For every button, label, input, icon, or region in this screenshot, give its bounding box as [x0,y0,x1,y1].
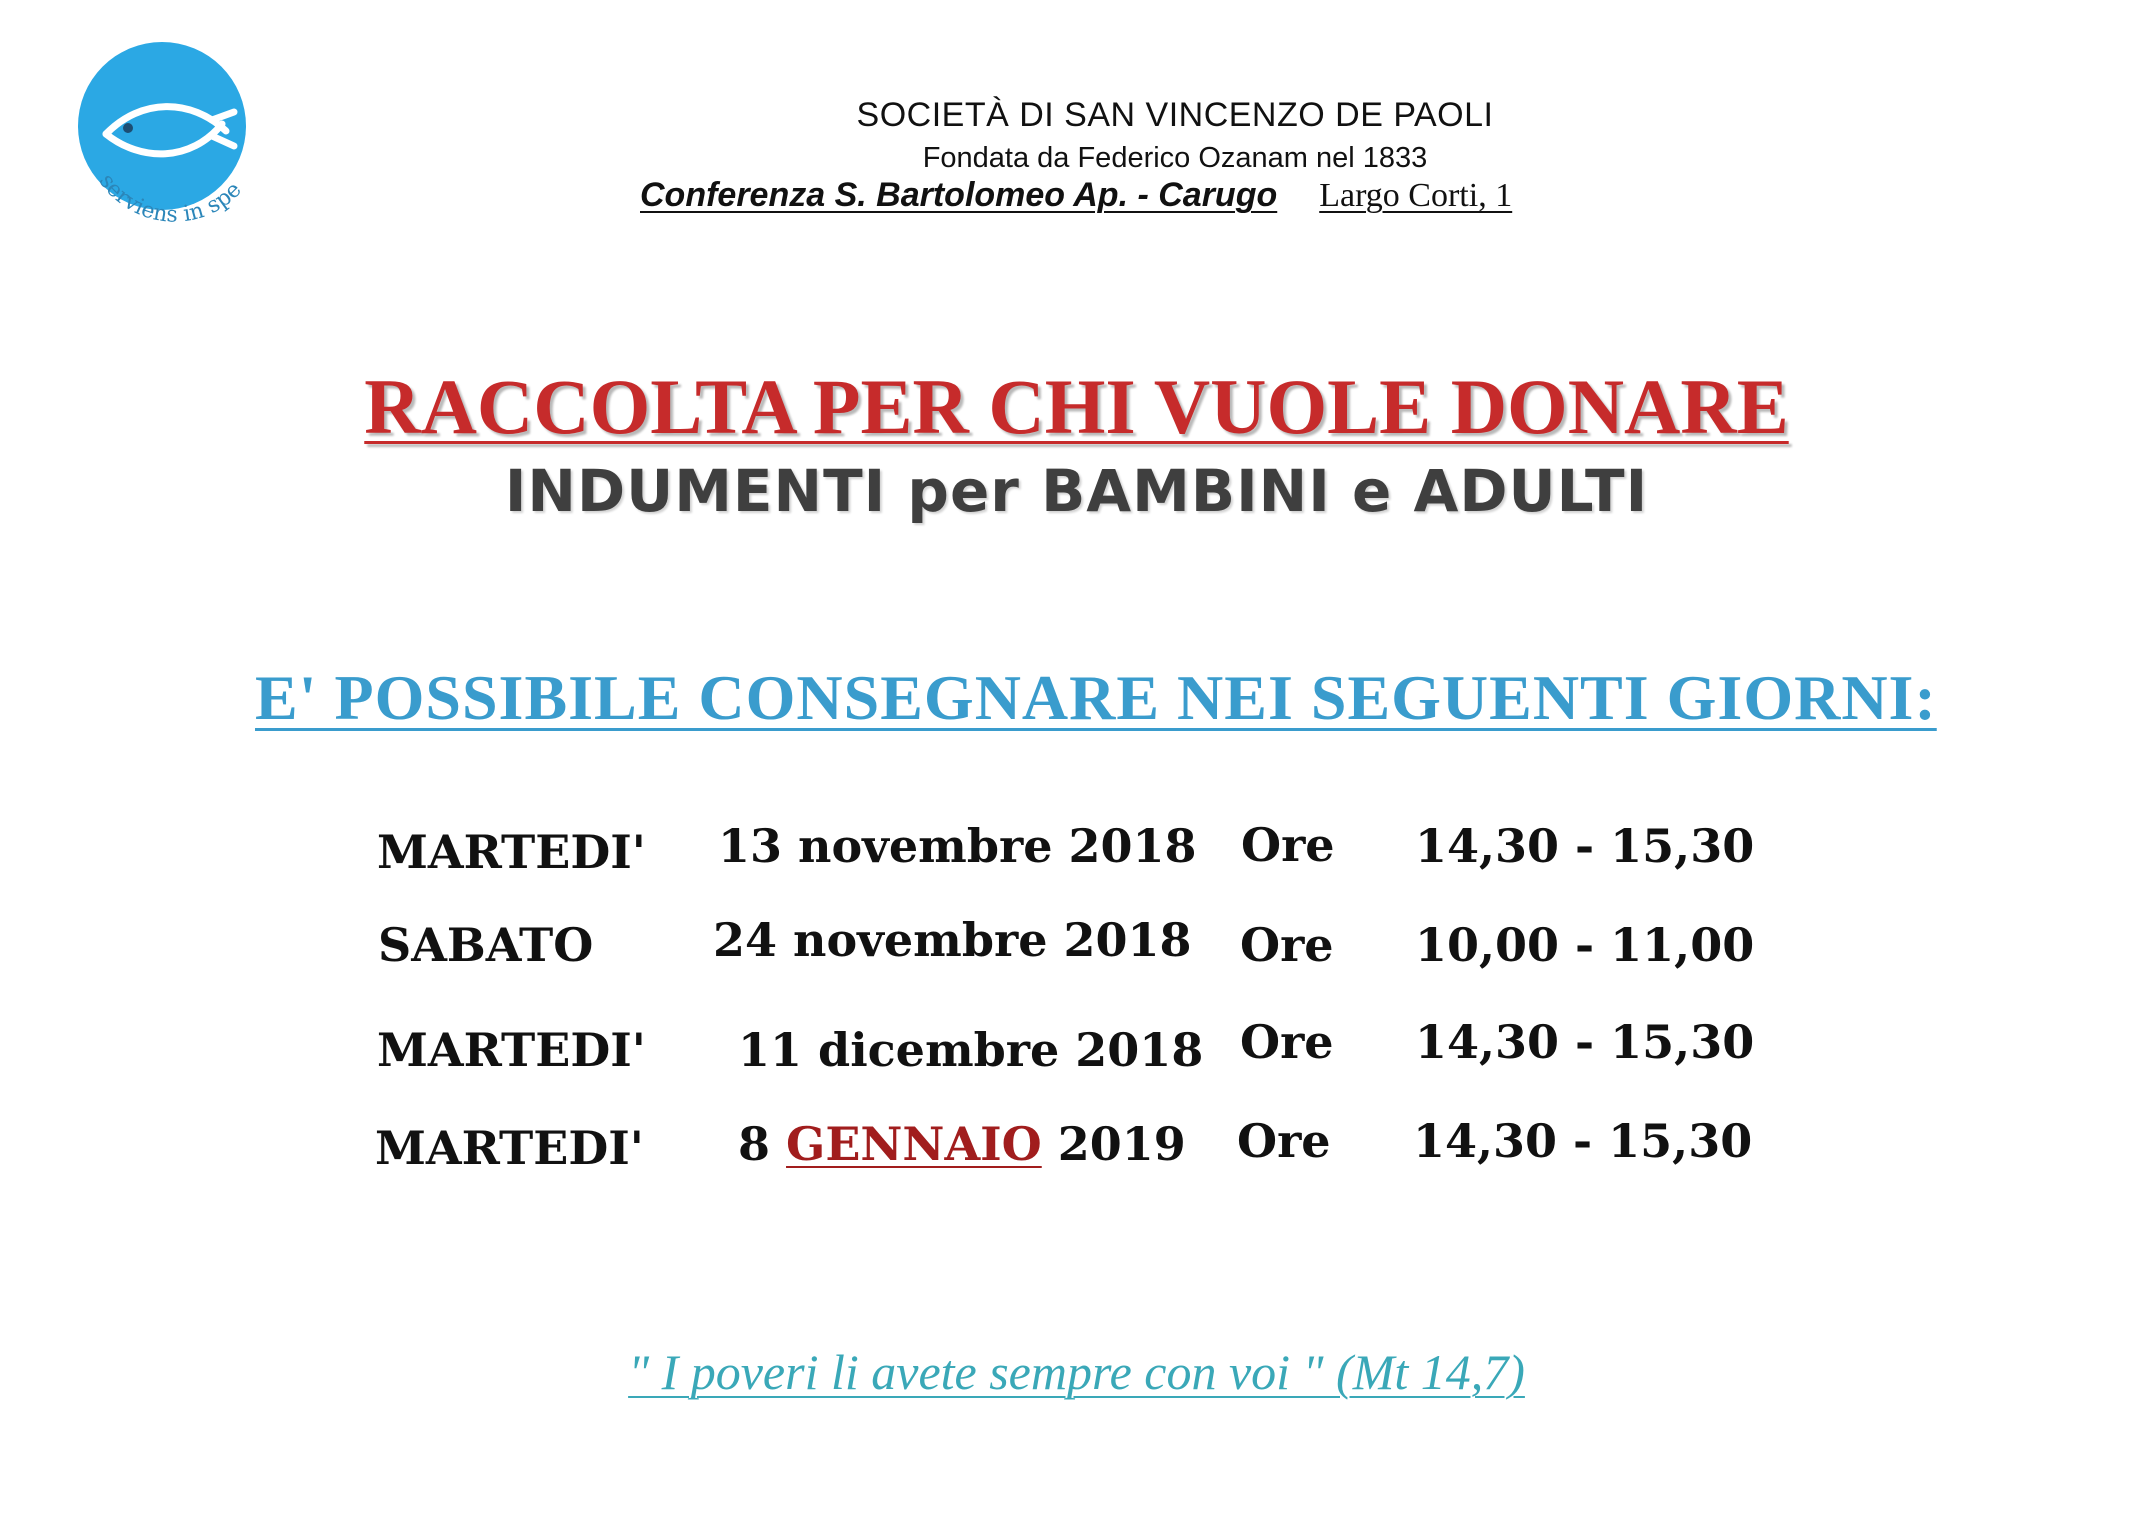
schedule-day: SABATO [378,918,594,972]
schedule-time-label: Ore [1240,1015,1334,1069]
delivery-days-heading: E' POSSIBILE CONSEGNARE NEI SEGUENTI GIORNI: [255,662,1937,733]
schedule-date-day: 8 [738,1117,771,1171]
conference-name: Conferenza S. Bartolomeo Ap. - Carugo [640,176,1278,214]
schedule-time: 14,30 - 15,30 [1415,819,1755,873]
schedule-date-month: GENNAIO [786,1117,1042,1171]
society-logo [66,36,266,236]
schedule-day: MARTEDI' [377,1023,646,1077]
schedule-time: 14,30 - 15,30 [1413,1114,1753,1168]
logo-motto: serviens in spe [93,169,247,228]
schedule-day: MARTEDI' [377,825,646,879]
page-title: RACCOLTA PER CHI VUOLE DONARE [364,363,1789,450]
schedule-time: 14,30 - 15,30 [1415,1015,1755,1069]
schedule-date: 24 novembre 2018 [713,913,1192,967]
bible-quote: " I poveri li avete sempre con voi " (Mt 14,7) [628,1344,1525,1400]
conference-line [640,176,1512,215]
organization-name: SOCIETÀ DI SAN VINCENZO DE PAOLI [856,96,1494,134]
schedule-date: 13 novembre 2018 [718,819,1197,873]
schedule-time: 10,00 - 11,00 [1415,918,1755,972]
schedule-time-label: Ore [1241,818,1335,872]
schedule-date: 11 dicembre 2018 [738,1023,1204,1077]
founded-line: Fondata da Federico Ozanam nel 1833 [922,142,1428,174]
schedule-date-year: 2019 [1057,1117,1186,1171]
conference-address: Largo Corti, 1 [1319,177,1513,214]
schedule-time-label: Ore [1240,918,1334,972]
schedule-day: MARTEDI' [375,1121,644,1175]
schedule-time-label: Ore [1237,1114,1331,1168]
page-subtitle: INDUMENTI per BAMBINI e ADULTI [504,457,1649,525]
schedule-date [738,1117,1186,1171]
